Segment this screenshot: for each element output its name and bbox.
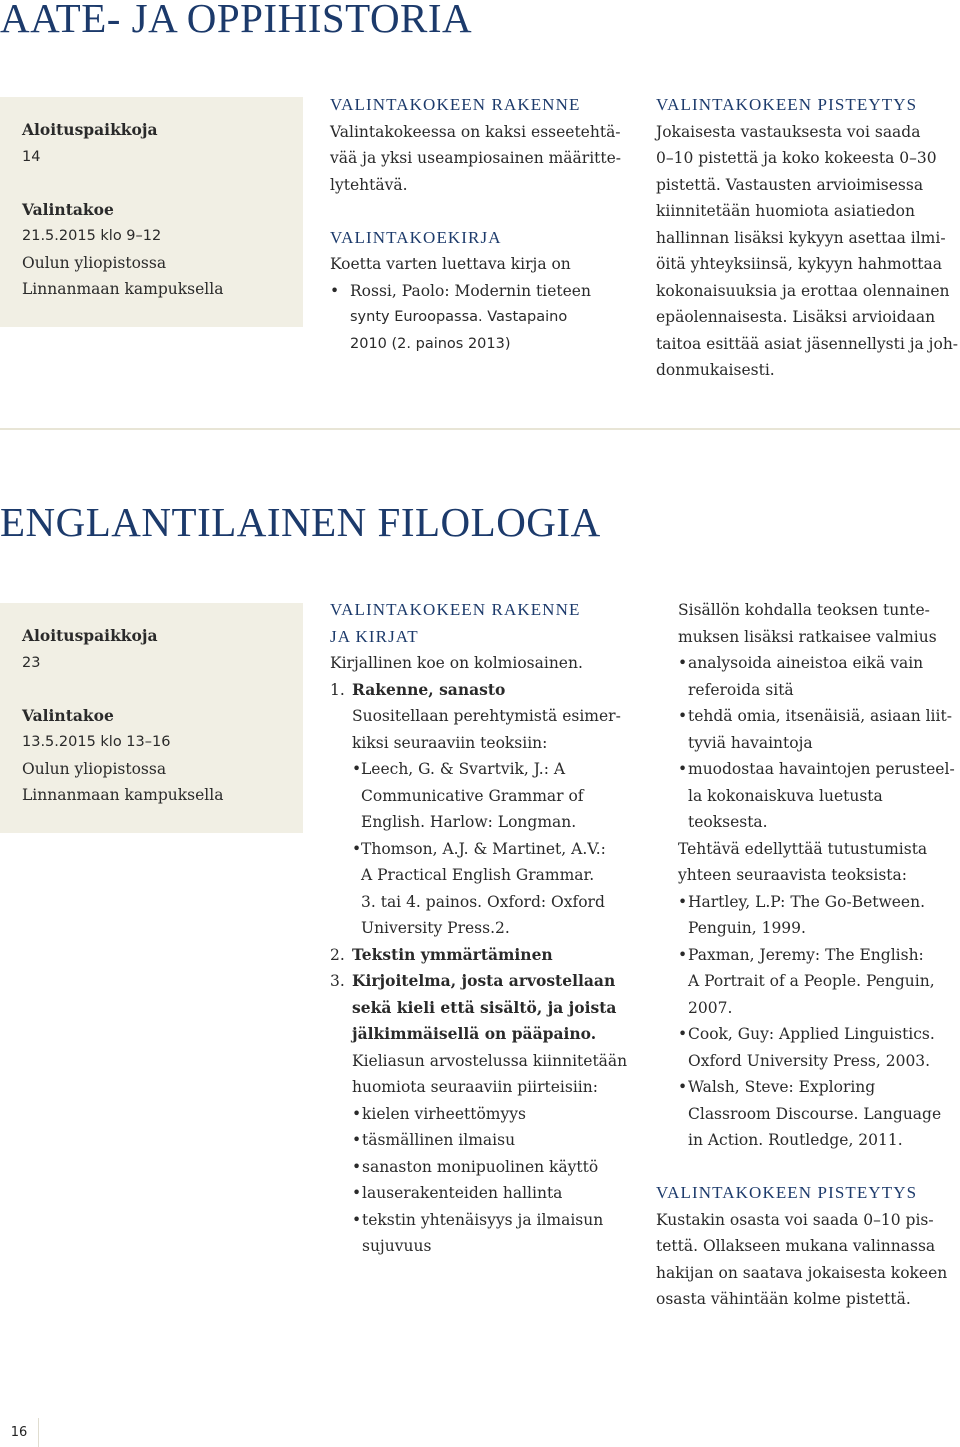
pisteytys-line: hallinnan lisäksi kykyyn asettaa ilmi- xyxy=(656,228,946,247)
task-line: yhteen seuraavista teoksista: xyxy=(678,866,907,884)
rakenne-intro: Kirjallinen koe on kolmiosainen. xyxy=(330,654,583,672)
exam-part-title: Kirjoitelma, josta arvostellaan xyxy=(352,971,616,990)
valintakoe-place: Oulun yliopistossa xyxy=(22,253,167,272)
pisteytys-line: osasta vähintään kolme pistettä. xyxy=(656,1290,911,1308)
rakenne-line: Valintakokeessa on kaksi esseetehtä- xyxy=(330,122,621,141)
rakenne-line: vää ja yksi useampiosainen määritte- xyxy=(330,149,622,167)
exam-part-title: Tekstin ymmärtäminen xyxy=(352,944,553,964)
pisteytys-line: kiinnitetään huomiota asiatiedon xyxy=(656,202,915,220)
intro-line: Sisällön kohdalla teoksen tunte- xyxy=(678,601,930,619)
valintakoe-label: Valintakoe xyxy=(22,199,114,219)
pisteytys-line: epäolennaisesta. Lisäksi arvioidaan xyxy=(656,308,936,326)
pisteytys-heading: VALINTAKOKEEN PISTEYTYS xyxy=(656,95,918,114)
book-item: • Paxman, Jeremy: The English: A Portrait of a People. Penguin, 2007. xyxy=(678,942,960,1022)
page-number: 16 xyxy=(0,1418,39,1447)
aloituspaikat-label: Aloituspaikkoja xyxy=(22,626,158,645)
valintakoe-campus: Linnanmaan kampuksella xyxy=(22,786,224,804)
valintakoe-date: 21.5.2015 klo 9–12 xyxy=(22,228,162,244)
rakenne-heading: VALINTAKOKEEN RAKENNE xyxy=(330,95,581,114)
pisteytys-line: Jokaisesta vastauksesta voi saada xyxy=(656,122,921,141)
column-sisalto-englantilainen xyxy=(656,597,960,1313)
column-pisteytys-aate xyxy=(656,92,960,384)
aloituspaikat-label: Aloituspaikkoja xyxy=(22,120,158,139)
info-box-englantilainen xyxy=(0,603,303,833)
pisteytys-line: kokonaisuuksia ja erottaa olennainen xyxy=(656,281,950,300)
rakenne-line: lytehtävä. xyxy=(330,175,408,194)
criteria-item: • sanaston monipuolinen käyttö xyxy=(352,1154,645,1181)
section-title-aate: AATE- JA OPPIHISTORIA xyxy=(0,0,473,41)
book-item: • Walsh, Steve: Exploring Classroom Discourse. Language in Action. Routledge, 2011. xyxy=(678,1074,960,1154)
ability-item: • tehdä omia, itsenäisiä, asiaan liit- tyviä havaintoja xyxy=(678,703,960,756)
book-item: • Leech, G. & Svartvik, J.: A Communicative Grammar of English. Harlow: Longman. xyxy=(352,756,645,836)
criteria-item: • kielen virheettömyys xyxy=(352,1101,645,1128)
ability-item: • muodostaa havaintojen perusteel- la kokonaiskuva luetusta teoksesta. xyxy=(678,756,960,836)
pisteytys-heading: VALINTAKOKEEN PISTEYTYS xyxy=(656,1183,918,1202)
exam-part-3: 3. Kirjoitelma, josta arvostellaan sekä kieli että sisältö, ja joista jälkimmäisellä on pääpaino. Kieliasun arvostelussa kiinnitetään huomiota seuraaviin piirteisiin: • kielen virheettömyys • täsmällinen ilmaisu • sanaston monipuolinen käyttö • lauserakenteiden hallinta • tekstin yhtenäisyys ja ilmaisun sujuvuus xyxy=(330,968,645,1260)
pisteytys-line: 0–10 pistettä ja koko kokeesta 0–30 xyxy=(656,149,937,167)
ability-item: • analysoida aineistoa eikä vain referoida sitä xyxy=(678,650,960,703)
pisteytys-line: hakijan on saatava jokaisesta kokeen xyxy=(656,1263,948,1282)
pisteytys-line: Kustakin osasta voi saada 0–10 pis- xyxy=(656,1210,934,1229)
book-item: • Cook, Guy: Applied Linguistics. Oxford University Press, 2003. xyxy=(678,1021,960,1074)
valintakoe-place: Oulun yliopistossa xyxy=(22,759,167,778)
criteria-item: • tekstin yhtenäisyys ja ilmaisun sujuvuus xyxy=(352,1207,645,1260)
exam-part-title: Rakenne, sanasto xyxy=(352,679,506,699)
valintakoe-campus: Linnanmaan kampuksella xyxy=(22,280,224,298)
rakenne-heading: VALINTAKOKEEN RAKENNE xyxy=(330,600,581,619)
book-item: • Thomson, A.J. & Martinet, A.V.: A Practical English Grammar. 3. tai 4. painos. Oxford: Oxford University Press.2. xyxy=(352,836,645,942)
valintakoe-label: Valintakoe xyxy=(22,705,114,725)
intro-line: muksen lisäksi ratkaisee valmius xyxy=(678,627,937,646)
section-title-englantilainen: ENGLANTILAINEN FILOLOGIA xyxy=(0,499,601,545)
exam-part-2: 2. Tekstin ymmärtäminen xyxy=(330,942,645,969)
criteria-item: • täsmällinen ilmaisu xyxy=(352,1127,645,1154)
kirja-intro: Koetta varten luettava kirja on xyxy=(330,255,571,273)
pisteytys-line: öitä yhteyksiinsä, kykyyn hahmottaa xyxy=(656,255,943,273)
kirja-bullet: • Rossi, Paolo: Modernin tieteen synty Euroopassa. Vastapaino 2010 (2. painos 2013) xyxy=(330,278,640,358)
rakenne-heading: JA KIRJAT xyxy=(330,626,419,646)
column-rakenne-englantilainen xyxy=(330,597,645,1260)
pisteytys-line: taitoa esittää asiat jäsennellysti ja joh- xyxy=(656,334,959,353)
task-line: Tehtävä edellyttää tutustumista xyxy=(678,839,928,858)
section-divider xyxy=(0,428,960,430)
book-item: • Hartley, L.P: The Go-Between. Penguin, 1999. xyxy=(678,889,960,942)
pisteytys-line: tettä. Ollakseen mukana valinnassa xyxy=(656,1237,936,1255)
column-rakenne-aate xyxy=(330,92,640,357)
aloituspaikat-value: 14 xyxy=(22,148,41,165)
pisteytys-line: donmukaisesti. xyxy=(656,361,775,379)
pisteytys-line: pistettä. Vastausten arvioimisessa xyxy=(656,175,924,194)
aloituspaikat-value: 23 xyxy=(22,654,41,671)
valintakoe-date: 13.5.2015 klo 13–16 xyxy=(22,734,171,750)
exam-part-1: 1. Rakenne, sanasto Suositellaan perehtymistä esimer- kiksi seuraaviin teoksiin: • Leech, G. & Svartvik, J.: A Communicative Grammar of English. Harlow: Longman. • Thomson, A.J. & Martinet, A.V.: A Practical English Grammar. 3. tai 4. painos. Oxford: Oxford University Press.2. xyxy=(330,677,645,942)
kirja-heading: VALINTAKOEKIRJA xyxy=(330,227,502,247)
criteria-item: • lauserakenteiden hallinta xyxy=(352,1180,645,1207)
info-box-aate xyxy=(0,97,303,327)
